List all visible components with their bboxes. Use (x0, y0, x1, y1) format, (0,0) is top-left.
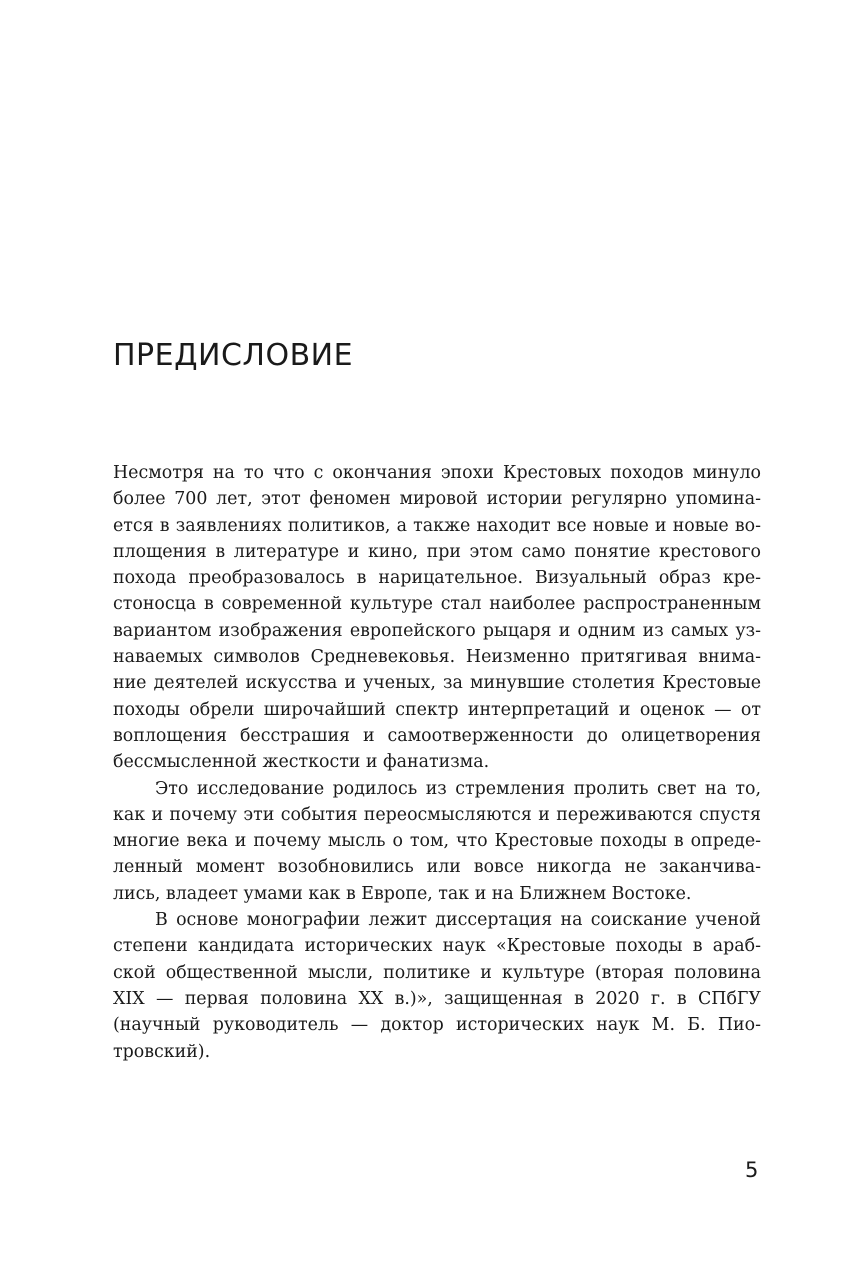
chapter-title: ПРЕДИСЛОВИЕ (113, 338, 354, 373)
paragraph (113, 776, 761, 907)
text-line: тровский). (113, 1041, 211, 1062)
paragraph (113, 907, 761, 1065)
text-line: площения в литературе и кино, при этом само понятие крестового (113, 541, 761, 562)
text-line: более 700 лет, этот феномен мировой истории регулярно упомина- (113, 489, 761, 510)
text-line: ской общественной мысли, политике и культуре (вторая половина (113, 962, 761, 983)
text-line: В основе монографии лежит диссертация на соискание ученой (155, 910, 761, 931)
text-line: ние деятелей искусства и ученых, за минувшие столетия Крестовые (113, 673, 761, 694)
text-line: XIX — первая половина XX в.)», защищенная в 2020 г. в СПбГУ (113, 988, 761, 1009)
text-line: похода преобразовалось в нарицательное. Визуальный образ кре- (113, 568, 761, 589)
body-text (113, 460, 761, 1065)
paragraph (113, 460, 761, 776)
text-line: Это исследование родилось из стремления пролить свет на то, (155, 778, 761, 799)
text-line: многие века и почему мысль о том, что Крестовые походы в опреде- (113, 831, 761, 852)
text-line: наваемых символов Средневековья. Неизменно притягивая внима- (113, 647, 761, 668)
text-line: воплощения бесстрашия и самоотверженности до олицетворения (113, 725, 761, 746)
text-line: Несмотря на то что с окончания эпохи Крестовых походов минуло (113, 463, 761, 483)
text-line: ется в заявлениях политиков, а также находит все новые и новые во- (113, 515, 761, 536)
text-line: ленный момент возобновились или вовсе никогда не заканчива- (113, 857, 761, 878)
text-line: бессмысленной жесткости и фанатизма. (113, 752, 490, 773)
page-number: 5 (745, 1158, 759, 1182)
text-line: (научный руководитель — доктор исторических наук М. Б. Пио- (113, 1015, 761, 1036)
text-line: как и почему эти события переосмысляются и переживаются спустя (113, 804, 761, 825)
text-line: степени кандидата исторических наук «Крестовые походы в араб- (113, 936, 761, 957)
text-line: походы обрели широчайший спектр интерпретаций и оценок — от (113, 699, 761, 720)
text-line: стоносца в современной культуре стал наиболее распространенным (113, 594, 761, 615)
text-line: лись, владеет умами как в Европе, так и на Ближнем Востоке. (113, 883, 692, 904)
text-line: вариантом изображения европейского рыцаря и одним из самых уз- (113, 620, 761, 641)
